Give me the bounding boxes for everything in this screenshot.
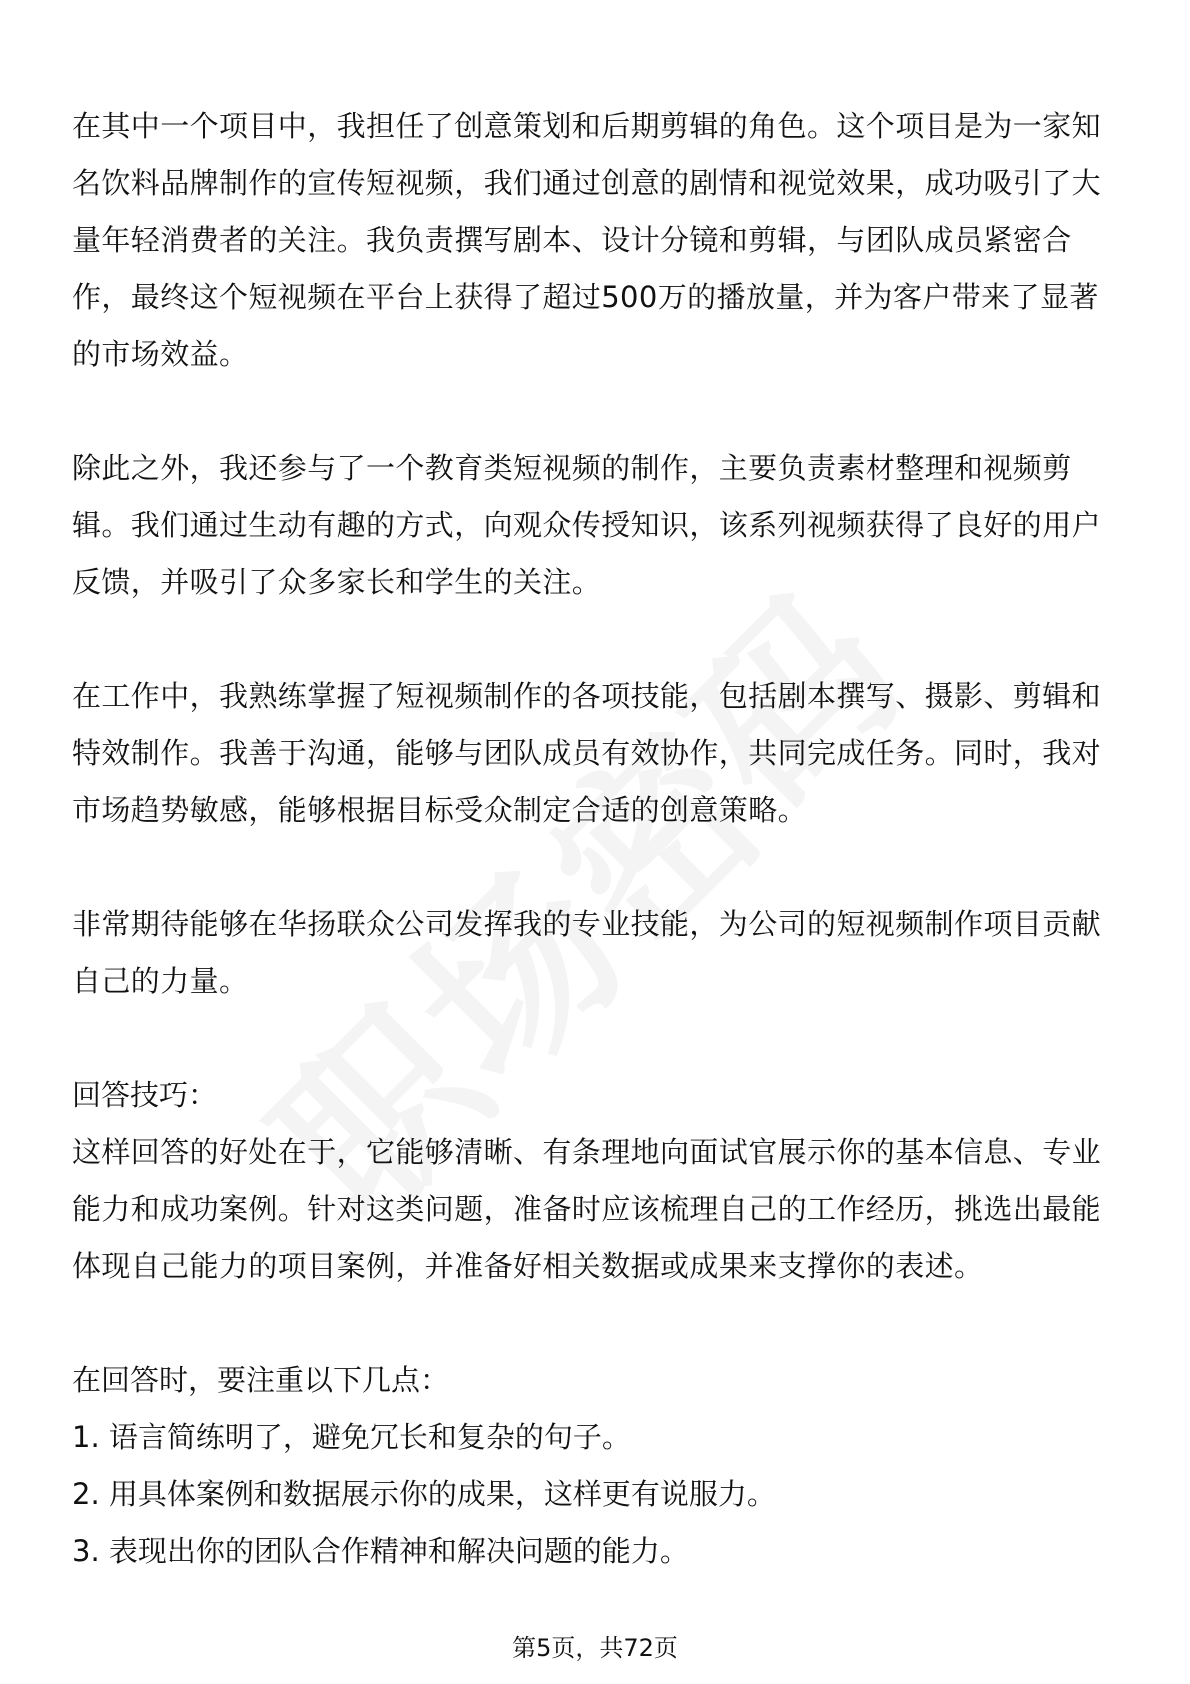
paragraph-gap <box>72 611 1122 668</box>
list-item: 3. 表现出你的团队合作精神和解决问题的能力。 <box>72 1534 689 1568</box>
list-item: 2. 用具体案例和数据展示你的成果，这样更有说服力。 <box>72 1477 776 1511</box>
paragraph-gap <box>72 1010 1122 1067</box>
paragraph-gap <box>72 1295 1122 1352</box>
list-item: 1. 语言简练明了，避免冗长和复杂的句子。 <box>72 1420 631 1454</box>
document-body <box>72 98 1122 1580</box>
paragraph-closing: 非常期待能够在华扬联众公司发挥我的专业技能，为公司的短视频制作项目贡献自己的力量。 <box>72 907 1102 998</box>
tips-body: 这样回答的好处在于，它能够清晰、有条理地向面试官展示你的基本信息、专业能力和成功案例。针对这类问题，准备时应该梳理自己的工作经历，挑选出最能体现自己能力的项目案例，并准备好相关数据或成果来支撑你的表述。 <box>72 1135 1102 1283</box>
tips-heading: 回答技巧： <box>72 1078 218 1112</box>
paragraph-project-beverage: 在其中一个项目中，我担任了创意策划和后期剪辑的角色。这个项目是为一家知名饮料品牌制作的宣传短视频，我们通过创意的剧情和视觉效果，成功吸引了大量年轻消费者的关注。我负责撰写剧本、设计分镜和剪辑，与团队成员紧密合作，最终这个短视频在平台上获得了超过500万的播放量，并为客户带来了显著的市场效益。 <box>72 109 1102 371</box>
paragraph-project-education: 除此之外，我还参与了一个教育类短视频的制作，主要负责素材整理和视频剪辑。我们通过生动有趣的方式，向观众传授知识，该系列视频获得了良好的用户反馈，并吸引了众多家长和学生的关注。 <box>72 451 1102 599</box>
points-heading: 在回答时，要注重以下几点： <box>72 1363 450 1397</box>
paragraph-gap <box>72 383 1122 440</box>
paragraph-skills: 在工作中，我熟练掌握了短视频制作的各项技能，包括剧本撰写、摄影、剪辑和特效制作。我善于沟通，能够与团队成员有效协作，共同完成任务。同时，我对市场趋势敏感，能够根据目标受众制定合适的创意策略。 <box>72 679 1102 827</box>
paragraph-gap <box>72 839 1122 896</box>
page-number: 第5页，共72页 <box>512 1634 678 1662</box>
